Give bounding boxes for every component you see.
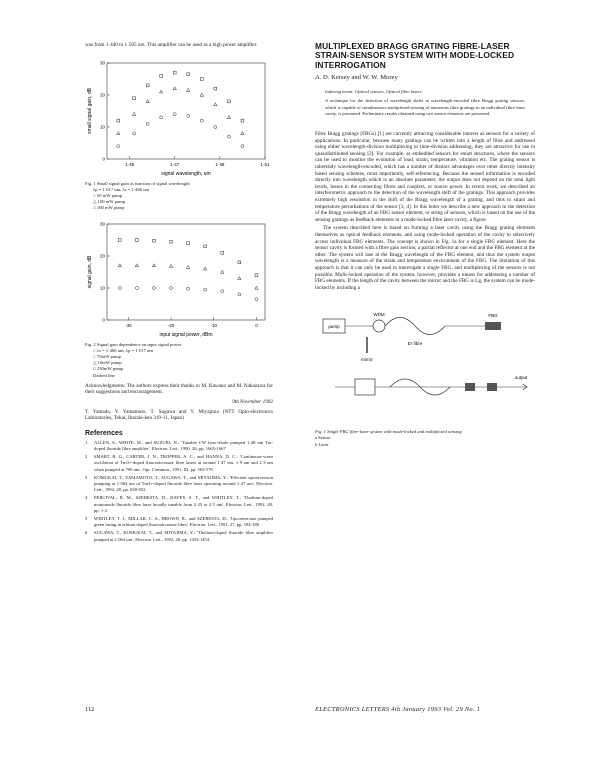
data-point-square [187, 241, 190, 244]
x-tick-label: 1·45 [125, 161, 135, 167]
intro-text: was from 1·440 to 1·505 um. This amplifier can be used as a high power amplifier. [85, 42, 258, 48]
figure-3-diagram [315, 297, 535, 427]
data-point-square [133, 96, 136, 99]
data-point-square [160, 74, 163, 77]
data-point-square [118, 238, 121, 241]
reference-number: 3 [85, 474, 88, 480]
abstract-text: A technique for the detection of wavelength shifts in wavelength-encoded fibre Bragg grating sensors, which is capable of simultaneous multiplexed sensing of numerous fibre gratings in an individual fibre-laser cavity, is presented. Preliminary results obtained using two sensor elements are presented. [325, 98, 525, 116]
x-tick-label: 1·49 [215, 161, 225, 167]
data-point-triangle [118, 263, 121, 266]
reference-text: SUGAWA, T., KOMUKAI, T., and MIYAJIMA, Y.: 'Thulium-doped fluoride fibre amplifier pumped at 1·064 um', Electron. Lett., 1992, 26, pp. 1453-1454 [94, 530, 273, 542]
x-tick-label: 0 [255, 322, 258, 328]
data-point-square [255, 273, 258, 276]
received-date: 9th November 1992 [232, 399, 273, 406]
reference-number: 4 [85, 495, 88, 501]
data-point-square [204, 245, 207, 248]
fig2-caption-line: Dashed line [93, 372, 115, 378]
figure-1-chart [85, 57, 273, 179]
fig2-caption-title: Fig. 2 Signal gain dependence on input signal power [85, 341, 182, 347]
data-point-circle [187, 287, 190, 290]
fig3-caption-line: b Laser [315, 441, 329, 447]
data-point-circle [173, 112, 176, 115]
page-number: 112 [85, 706, 95, 713]
data-point-square [135, 238, 138, 241]
data-point-triangle [221, 270, 224, 273]
x-tick-label: 1·51 [260, 161, 270, 167]
x-tick-label: -30 [125, 322, 132, 328]
output-arrow [515, 384, 527, 390]
data-point-square [117, 119, 120, 122]
x-tick-label: -20 [167, 322, 175, 328]
reference-item [85, 475, 273, 494]
data-point-circle [227, 135, 230, 138]
data-point-triangle [241, 131, 244, 134]
fig2-caption-line: □ 230mW pump [93, 366, 124, 372]
references-heading: References [85, 429, 123, 437]
data-point-triangle [135, 263, 138, 266]
data-point-triangle [187, 88, 190, 91]
data-point-square [146, 84, 149, 87]
data-point-triangle [117, 131, 120, 134]
right-column [315, 42, 535, 448]
y-tick-label: 10 [99, 285, 105, 291]
data-point-triangle [255, 286, 258, 289]
data-point-circle [118, 286, 121, 289]
fig1-caption-line: △ 100 mW pump [93, 199, 126, 205]
data-point-triangle [146, 99, 149, 102]
reference-number: 1 [85, 439, 88, 445]
references-list [85, 440, 273, 543]
wdm-coupler [373, 320, 385, 332]
data-point-circle [200, 119, 203, 122]
reference-number: 2 [85, 454, 88, 460]
data-point-square [187, 72, 190, 75]
y-tick-label: 30 [99, 221, 105, 227]
data-point-square [173, 71, 176, 74]
x-tick-label: 1·47 [170, 161, 180, 167]
diagram-a-system [323, 312, 501, 362]
body-paragraph-1: Fibre Bragg gratings (FBGs) [1] are currently attracting considerable interest as sensors for a variety of applications. In particular, because many gratings can be written into a length of fibre and addressed using either wavelength-division multiplexing or time-division addressing, they are attractive for use in quasidistributed sensing [2]. For example, as embedded sensors for smart structures, where the sensors can be used to monitor the evolution of load, strain, temperature, vibration etc. The grating sensor is inherently wavelength-encoded, which has a number of distinct advantages over other directly intensity based sensing schemes, most importantly, self-referencing. Because the sensed information is encoded directly into wavelength which is an absolute parameter, the output does not depend on the total light levels, losses in the connecting fibres and couplers, or source power. In recent work, we described an interferometric approach to the detection of the wavelength shift of the gratings. This approach provides extremely high resolution in the shift of the Bragg wavelength of a grating, and thus to strain and temperature perturbations of the sensor [3, 4]. In this letter we describe a new approach to the detection of the Bragg wavelength of an FBG sensor element, or string of sensors, which is based on the use of the sensing gratings as feedback elements in a mode-locked fibre laser cavity, a figure [315, 131, 535, 223]
article-authors: A. D. Kersey and W. W. Morey [315, 74, 398, 82]
fig2-axes [107, 224, 265, 320]
data-point-square [241, 119, 244, 122]
data-point-square [153, 239, 156, 242]
data-point-circle [152, 286, 155, 289]
data-point-circle [241, 144, 244, 147]
fig2-caption-line: ○ λs = 1·466 um, λp = 1·017 um [93, 347, 154, 353]
data-point-triangle [238, 276, 241, 279]
fig2-frame [107, 224, 265, 320]
fig3-caption-title: Fig. 1 Single FBG fibre-laser system with mode-locked and multiplexed sensing [315, 429, 462, 435]
er-fibre-coil [385, 318, 445, 335]
data-point-triangle [227, 115, 230, 118]
data-point-triangle [200, 93, 203, 96]
modulator-box [355, 379, 375, 395]
figure-2-caption [85, 342, 273, 379]
abstract-block [325, 89, 525, 117]
fig1-caption-line: □ 160 mW pump [93, 205, 125, 211]
y-tick-label: 10 [99, 124, 105, 130]
index-terms: Indexing terms: Optical sensors, Optical fibre lasers [325, 89, 422, 95]
data-point-circle [160, 115, 163, 118]
data-point-circle [255, 297, 258, 300]
data-point-triangle [173, 86, 176, 89]
data-point-square [214, 87, 217, 90]
reference-number: 5 [85, 516, 88, 522]
fig1-caption-line: ○ 50 mW pump [93, 193, 123, 198]
reference-text: KOMUKAI, T., YAMAMOTO, T., SUGAWA, T., and MIYAJIMA, Y.: 'Efficient upconversion pumping at 1·064 um of Tm3+-doped fluoride fibre laser operating around 1·47 um', Electron. Lett., 1992, 28, pp. 830-832 [94, 474, 273, 493]
reference-item [85, 454, 273, 473]
data-point-triangle [186, 265, 189, 268]
y-tick-label: 0 [102, 156, 105, 162]
fig1-caption-line: λp = 1·017 um, λs = 1·466 um [93, 186, 150, 192]
fig2-caption-line: △ 10mW pump [93, 360, 122, 366]
y-tick-label: 20 [99, 253, 105, 259]
data-point-square [221, 251, 224, 254]
fbg-element [485, 322, 501, 330]
data-point-circle [146, 122, 149, 125]
x-tick-label: -10 [210, 322, 218, 328]
acknowledgments: Acknowledgments: The authors express their thanks to M. Kawano and M. Nakazawa for their suggestions and encouragement. [85, 382, 273, 396]
data-point-circle [117, 144, 120, 147]
fbg-label: FBG [488, 313, 498, 319]
data-point-circle [135, 286, 138, 289]
data-point-triangle [132, 112, 135, 115]
reference-item [85, 495, 273, 514]
reference-text: WHITLEY, T. J., MILLAR, C. A., BROWN, R., and SZEBESTA, D.: 'Upconversion pumped green lasing in erbium doped fluorozirconate fibre', Electron. Lett., 1991, 27, pp. 184-186 [94, 516, 273, 528]
reference-item [85, 530, 273, 542]
journal-footer: ELECTRONICS LETTERS 4th January 1993 Vol. 29 No. 1 [315, 706, 481, 713]
figure-1-caption [85, 181, 273, 212]
reference-item [85, 440, 273, 452]
left-column [85, 42, 273, 545]
data-point-circle [187, 114, 190, 117]
fig1-caption-title: Fig. 1 Small signal gain as function of signal wavelength [85, 180, 190, 186]
mirror-label: mirror [361, 357, 373, 363]
reference-number: 6 [85, 530, 88, 536]
data-point-circle [238, 293, 241, 296]
fbg-element [465, 383, 475, 391]
data-point-circle [204, 288, 207, 291]
data-point-square [170, 240, 173, 243]
data-point-triangle [214, 102, 217, 105]
y-tick-label: 20 [99, 92, 105, 98]
fig3-caption-line: a Sensor [315, 435, 331, 441]
wdm-label: WDM [373, 312, 385, 318]
data-point-triangle [152, 263, 155, 266]
data-point-circle [170, 286, 173, 289]
data-point-square [200, 77, 203, 80]
article-title: MULTIPLEXED BRAGG GRATING FIBRE-LASER STRAIN-SENSOR SYSTEM WITH MODE-LOCKED INTERROGATION [315, 41, 515, 70]
body-paragraph-2: The system described here is based on forming a laser cavity using the Bragg grating elements themselves as optical feedback elements, and using mode-locked operation of the cavity to selectively access individual FBG elements. The concept is shown in Fig. 1a for a single FBG element. Here the sensor cavity is formed with a fibre gain section, a partial reflector at one end and the FBG element at the other. The system will lase at the Bragg wavelength of the FBG element, and thus the system output wavelength is a measure of the strain and temperature environment of the FBG. The limitation of this approach is that it can only be used to interrogate a single FBG, and multiplexing of the sensors is not possible. Multi-locked operation of the system, however, provides a means for addressing a number of FBG elements. If the length of the cavity between the mirror and the FBG is Lg, the system can be mode-locked by including a [315, 225, 535, 291]
data-point-circle [214, 125, 217, 128]
pump-label: pump [328, 324, 340, 330]
reference-item [85, 516, 273, 528]
data-point-square [227, 100, 230, 103]
fig2-xlabel: input signal power, dBm [159, 331, 213, 338]
y-tick-label: 0 [102, 317, 105, 323]
data-point-triangle [169, 264, 172, 267]
data-point-triangle [204, 267, 207, 270]
fig1-ylabel: small signal gain, dB [87, 87, 93, 134]
author-affiliation: T. Yamada, Y. Yamamoto, T. Sugawa and Y. Miyajima (NTT Opto-electronics Laboratories, Tokai, Ibaraki-ken 319-11, Japan) [85, 408, 273, 422]
data-point-circle [221, 289, 224, 292]
data-point-square [238, 261, 241, 264]
reference-text: SMART, R. G., CARTER, J. N., TROPPER, A. C., and HANNA, D. C.: 'Continuous-wave oscillation of Tm3+-doped fluorozirconate fibre lasers at around 1·47 um, 1·9 um and 2·3 um when pumped at 790 nm', Opt. Commun., 1991, 82, pp. 563-570 [94, 454, 273, 472]
figure-3-caption [315, 429, 535, 448]
er-fibre-label: Er fibre [407, 341, 423, 347]
figure-2-chart [85, 218, 273, 340]
y-tick-label: 30 [99, 60, 105, 66]
fig1-xlabel: signal wavelength, um [161, 170, 211, 177]
fig2-caption-line: ○ 70mW pump [93, 354, 121, 360]
data-point-circle [133, 131, 136, 134]
fig2-ylabel: signal gain, dB [87, 255, 93, 289]
reference-text: ALLEN, S., WHITE, M., and SUZUKI, N.: 'Tunable CW laser-diode pumped 1·48 um Tm-doped fluoride fibre amplifier', Electron. Lett., 1990, 26, pp. 1665-1667 [94, 439, 273, 451]
fig1-frame [107, 63, 265, 159]
data-point-triangle [159, 90, 162, 93]
fig1-axes [107, 63, 265, 159]
fbg-element [487, 383, 497, 391]
reference-text: PERCIVAL, R. M., SZEBESTA, D., DAVEY, S. T., and WHITLEY, T.: 'Thulium-doped monomode fluoride fibre laser broadly tunable from 2·25 to 2·5 um', Electron. Lett., 1992, 28, pp. 1-2 [94, 495, 273, 513]
output-label: output [514, 375, 528, 381]
diagram-b-system [335, 375, 528, 395]
